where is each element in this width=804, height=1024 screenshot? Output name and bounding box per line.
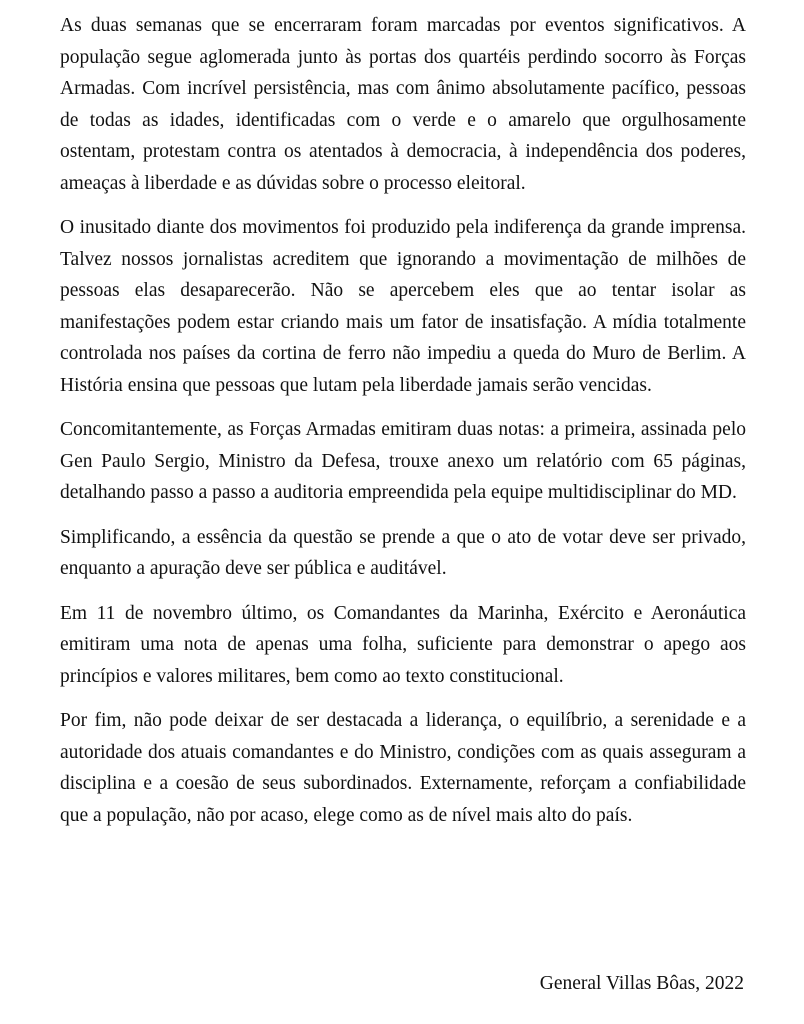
author-signature: General Villas Bôas, 2022	[539, 973, 744, 994]
paragraph-2: O inusitado diante dos movimentos foi produzido pela indiferença da grande imprensa. Talvez nossos jornalistas acreditem que ignorando a movimentação de milhões de pessoas elas desaparecerão. Não se apercebem eles que ao tentar isolar as manifestações podem estar criando mais um fator de insatisfação. A mídia totalmente controlada nos países da cortina de ferro não impediu a queda do Muro de Berlim. A História ensina que pessoas que lutam pela liberdade jamais serão vencidas.	[60, 217, 746, 396]
paragraph-3: Concomitantemente, as Forças Armadas emitiram duas notas: a primeira, assinada pelo Gen Paulo Sergio, Ministro da Defesa, trouxe anexo um relatório com 65 páginas, detalhando passo a passo a auditoria empreendida pela equipe multidisciplinar do MD.	[60, 419, 746, 503]
paragraph-6: Por fim, não pode deixar de ser destacada a liderança, o equilíbrio, a serenidade e a autoridade dos atuais comandantes e do Ministro, condições com as quais asseguram a disciplina e a coesão de seus subordinados. Externamente, reforçam a confiabilidade que a população, não por acaso, elege como as de nível mais alto do país.	[60, 710, 746, 826]
paragraph-5: Em 11 de novembro último, os Comandantes da Marinha, Exército e Aeronáutica emitiram uma nota de apenas uma folha, suficiente para demonstrar o apego aos princípios e valores militares, bem como ao texto constitucional.	[60, 602, 746, 687]
paragraph-1: As duas semanas que se encerraram foram marcadas por eventos significativos. A população segue aglomerada junto às portas dos quartéis perdindo socorro às Forças Armadas. Com incrível persistência, mas com ânimo absolutamente pacífico, pessoas de todas as idades, identificadas com o verde e o amarelo que orgulhosamente ostentam, protestam contra os atentados à democracia, à independência dos poderes, ameaças à liberdade e as dúvidas sobre o processo eleitoral.	[60, 15, 746, 194]
paragraph-4: Simplificando, a essência da questão se prende a que o ato de votar deve ser privado, enquanto a apuração deve ser pública e auditável.	[60, 526, 746, 579]
document-body	[60, 10, 746, 844]
